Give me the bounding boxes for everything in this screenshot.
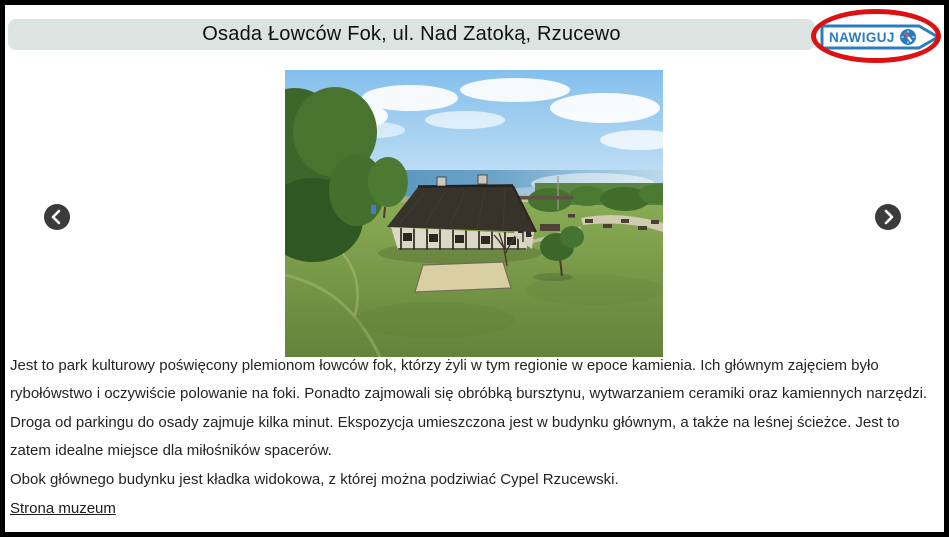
- paragraph-2: Droga od parkingu do osady zajmuje kilka minut. Ekspozycja umieszczona jest w budynku głównym, a także na leśnej ścieżce. Jest to zatem idealne miejsce dla miłośników spacerów.: [10, 414, 900, 459]
- navigate-button-label: NAWIGUJ: [829, 30, 895, 45]
- road-sign-shape: [820, 23, 942, 51]
- museum-link-row: [10, 495, 939, 523]
- page-title: Osada Łowców Fok, ul. Nad Zatoką, Rzucewo: [202, 23, 621, 45]
- carousel-photo: [285, 70, 663, 357]
- chevron-right-icon: [875, 204, 901, 230]
- navigate-button[interactable]: [820, 23, 942, 51]
- paragraph-3: Obok głównego budynku jest kładka widokowa, z której można podziwiać Cypel Rzucewski.: [10, 471, 619, 488]
- title-bar: [8, 19, 815, 50]
- chevron-left-icon: [44, 204, 70, 230]
- museum-link[interactable]: Strona muzeum: [10, 500, 116, 517]
- description-section: [10, 352, 939, 524]
- compass-icon: [900, 29, 916, 45]
- carousel-next-button[interactable]: [875, 204, 901, 230]
- paragraph-1: Jest to park kulturowy poświęcony plemionom łowców fok, którzy żyli w tym regionie w epoce kamienia. Ich głównym zajęciem było rybołówstwo i oczywiście polowanie na foki. Ponadto zajmowali się obróbką bursztynu, wytwarzaniem ceramiki oraz kamiennych narzędzi.: [10, 357, 928, 402]
- carousel-prev-button[interactable]: [44, 204, 70, 230]
